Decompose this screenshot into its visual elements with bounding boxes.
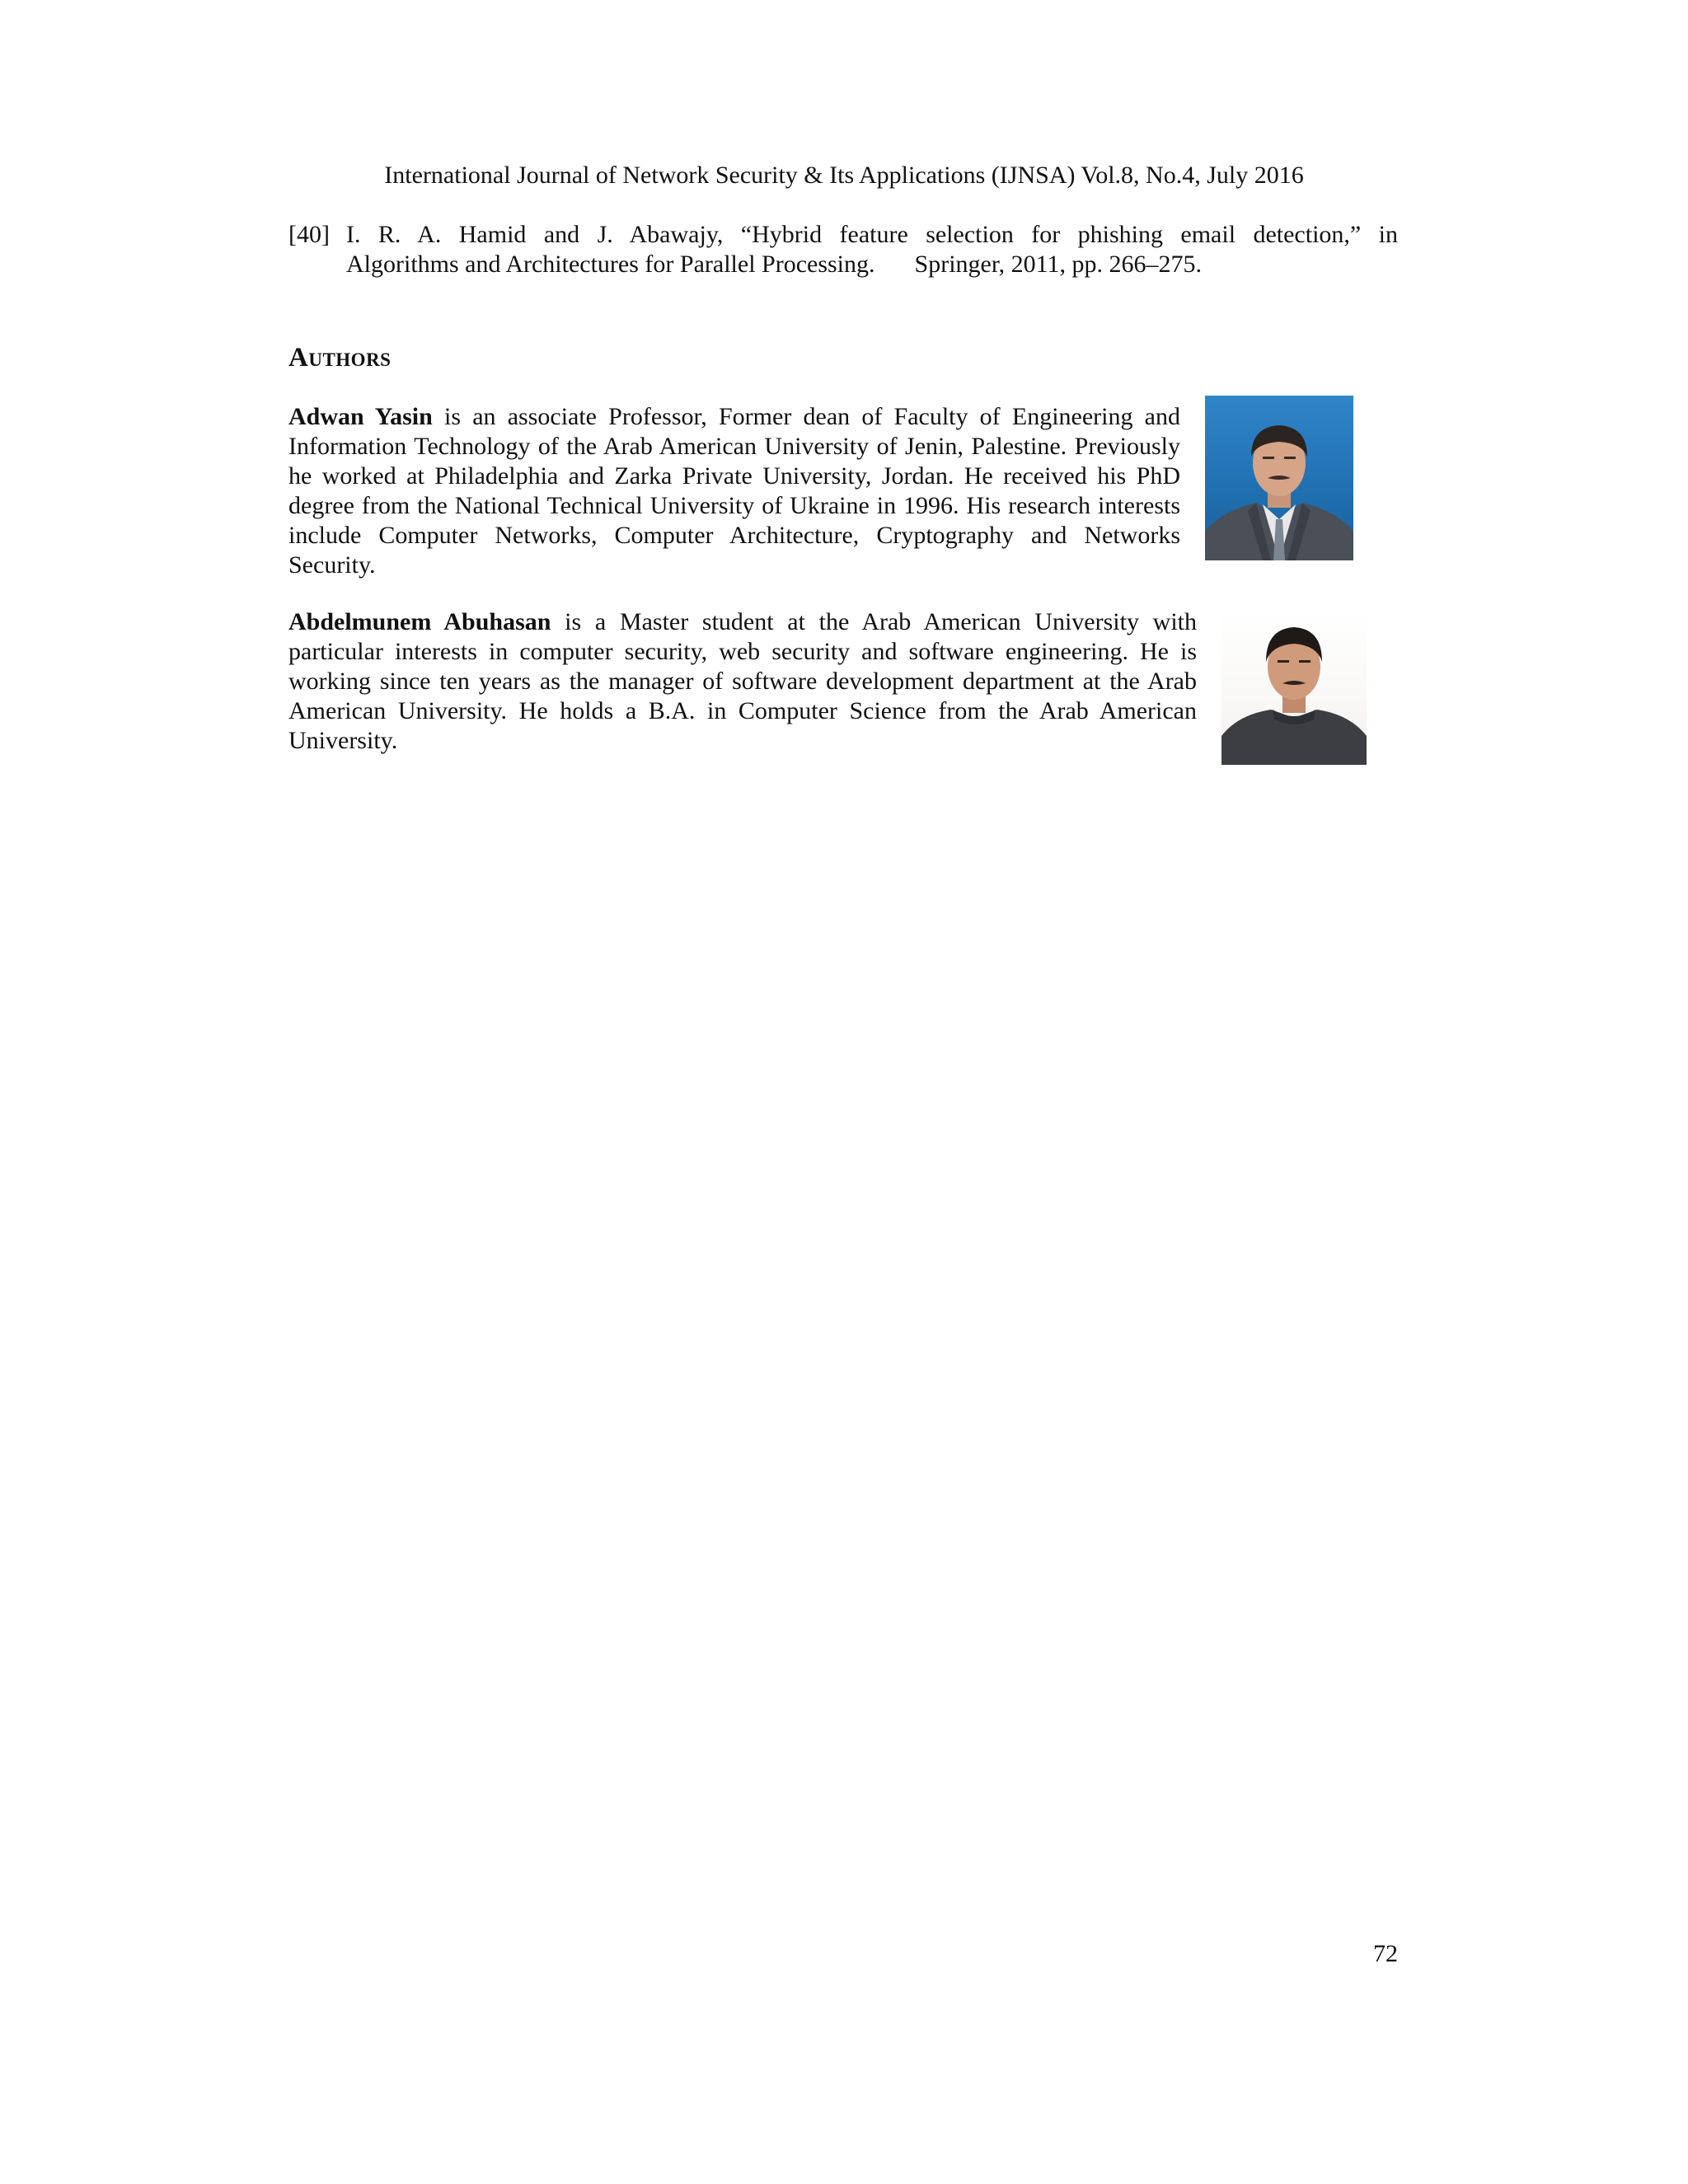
author-photo-1 — [1205, 396, 1353, 560]
reference-entry — [288, 220, 1398, 279]
reference-text — [288, 220, 1398, 279]
reference-line-1: I. R. A. Hamid and J. Abawajy, “Hybrid feature selection for phishing email detection,” in — [346, 221, 1398, 248]
reference-venue: Algorithms and Architectures for Parallel Processing. — [346, 251, 875, 278]
author-name-1: Adwan Yasin — [288, 403, 433, 430]
reference-publisher: Springer, 2011, pp. 266–275. — [914, 251, 1203, 278]
author-bio-2 — [288, 607, 1197, 756]
running-header: International Journal of Network Security & Its Applications (IJNSA) Vol.8, No.4, July 2016 — [384, 162, 1304, 189]
author-bio-text-1: is an associate Professor, Former dean of Faculty of Engineering and Information Technology of the Arab American University of Jenin, Palestine. Previously he worked at Philadelphia and Zarka Private University, Jordan. He received his PhD degree from the National Technical University of Ukraine in 1996. His research interests include Computer Networks, Computer Architecture, Cryptography and Networks Security. — [288, 403, 1180, 579]
author-name-2: Abdelmunem Abuhasan — [288, 608, 551, 635]
author-bio-1 — [288, 402, 1180, 580]
page-number: 72 — [1373, 1940, 1398, 1967]
authors-heading: Authors — [288, 343, 392, 373]
reference-line-2 — [346, 250, 1398, 279]
reference-number: [40] — [288, 221, 330, 248]
author-bio-text-2: is a Master student at the Arab American University with particular interests in computer security, web security and software engineering. He is working since ten years as the manager of software development department at the Arab American University. He holds a B.A. in Computer Science from the Arab American University. — [288, 608, 1197, 754]
author-photo-2 — [1221, 612, 1367, 765]
